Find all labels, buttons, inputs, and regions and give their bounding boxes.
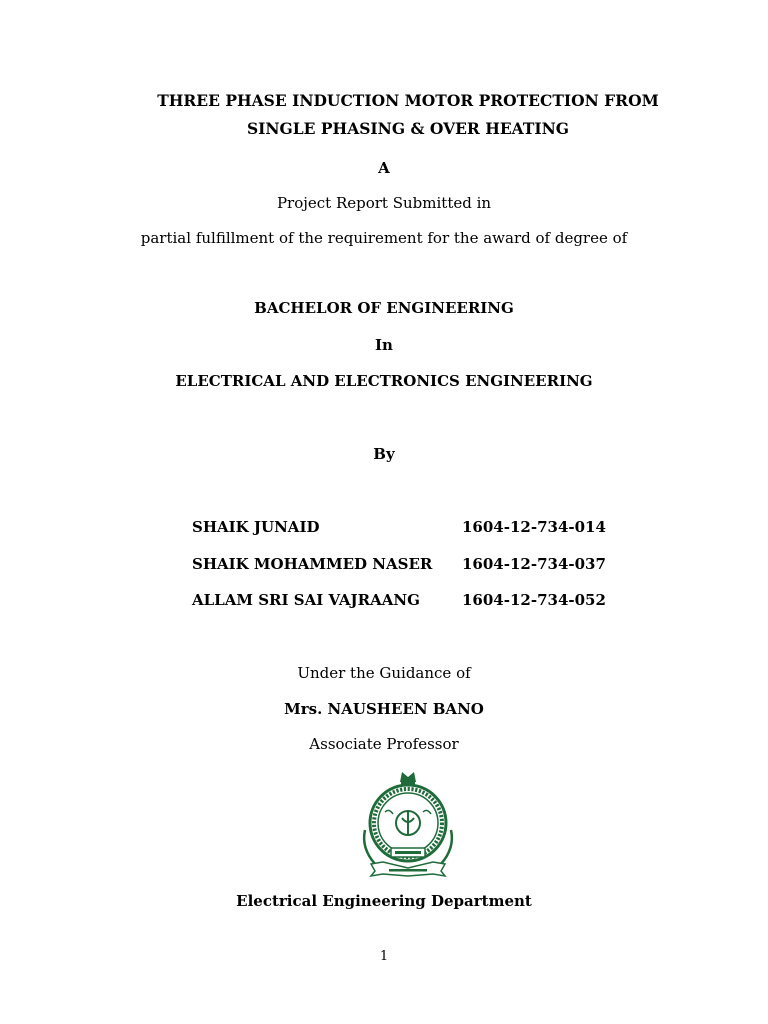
seal-emblem-icon <box>357 768 459 878</box>
student-roll: 1604-12-734-037 <box>462 555 606 573</box>
student-name: ALLAM SRI SAI VAJRAANG <box>192 591 420 609</box>
submitted-line-2: partial fulfillment of the requirement for the award of degree of <box>140 229 628 247</box>
guide-title: Associate Professor <box>309 735 459 753</box>
college-seal-logo <box>357 768 459 878</box>
department-name: Electrical Engineering Department <box>236 892 532 910</box>
title-line-2: SINGLE PHASING & OVER HEATING <box>246 119 570 138</box>
seal-crest-icon <box>400 772 416 782</box>
student-name: SHAIK MOHAMMED NASER <box>192 555 433 573</box>
guidance-label: Under the Guidance of <box>297 664 471 682</box>
title-line-1: THREE PHASE INDUCTION MOTOR PROTECTION FROM <box>157 91 659 110</box>
guide-name: Mrs. NAUSHEEN BANO <box>284 700 484 718</box>
in-word: In <box>375 336 393 354</box>
degree-name: BACHELOR OF ENGINEERING <box>254 299 514 317</box>
student-roll: 1604-12-734-052 <box>462 591 606 609</box>
page-number: 1 <box>379 949 389 964</box>
branch-name: ELECTRICAL AND ELECTRONICS ENGINEERING <box>175 372 593 390</box>
article-a: A <box>378 159 390 177</box>
student-roll: 1604-12-734-014 <box>462 518 606 536</box>
student-name: SHAIK JUNAID <box>192 518 320 536</box>
by-word: By <box>373 445 395 463</box>
submitted-line-1: Project Report Submitted in <box>276 194 492 212</box>
